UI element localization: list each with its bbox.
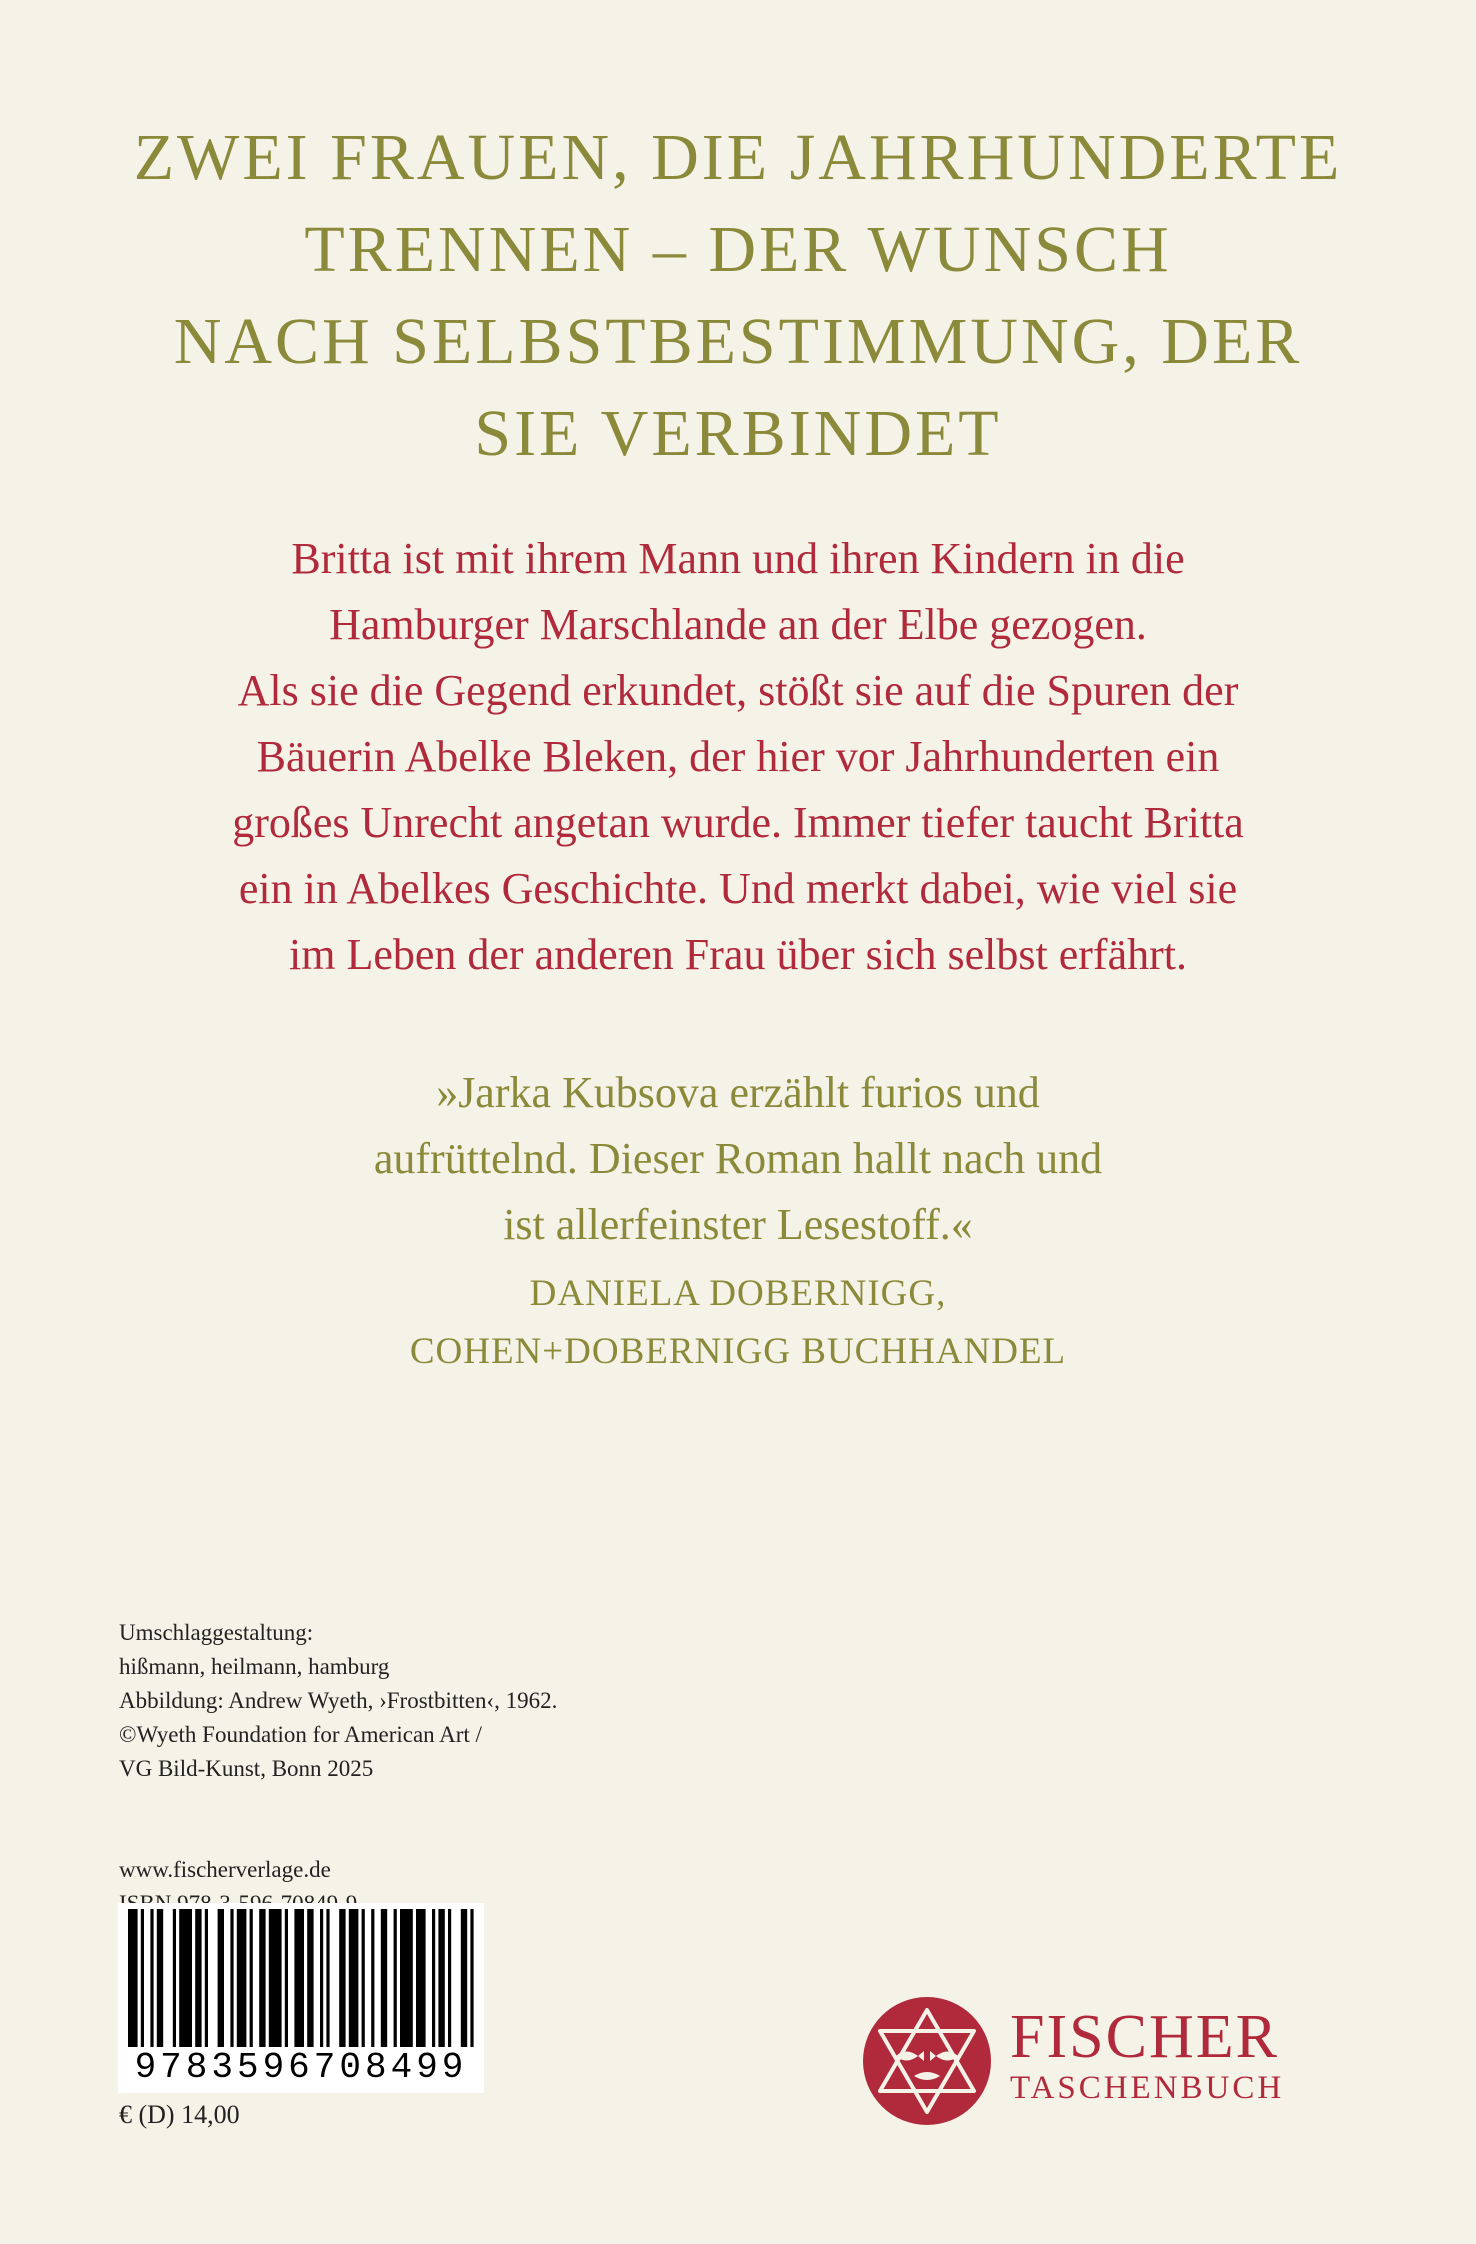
barcode-bar xyxy=(141,1909,144,2047)
barcode-bar xyxy=(157,1909,163,2047)
barcode-bar xyxy=(150,1909,153,2047)
quote-attribution xyxy=(0,1265,1476,1381)
blurb-line: großes Unrecht angetan wurde. Immer tiefer taucht Britta xyxy=(232,798,1244,847)
barcode-bar xyxy=(326,1909,329,2047)
logo-name: FISCHER xyxy=(1010,2003,1279,2071)
quote-line: »Jarka Kubsova erzählt furios und xyxy=(436,1068,1040,1117)
headline-line: SIE VERBINDET xyxy=(474,397,1002,470)
barcode-bar xyxy=(349,1909,359,2047)
barcode-bar xyxy=(362,1909,365,2047)
credits-line: Umschlaggestaltung: xyxy=(119,1620,314,1645)
credits-line: Abbildung: Andrew Wyeth, ›Frostbitten‹, 1962. xyxy=(119,1688,558,1713)
barcode-bar xyxy=(416,1909,426,2047)
barcode-bar xyxy=(285,1909,288,2047)
barcode-bar xyxy=(173,1909,176,2047)
publisher-url: www.fischerverlage.de xyxy=(119,1857,331,1882)
barcode-bar xyxy=(339,1909,345,2047)
headline-line: TRENNEN – DER WUNSCH xyxy=(304,213,1172,286)
barcode-bar xyxy=(394,1909,397,2047)
price: € (D) 14,00 xyxy=(119,2100,240,2129)
credits-line: VG Bild-Kunst, Bonn 2025 xyxy=(119,1756,374,1781)
publisher-logo xyxy=(862,1996,1382,2126)
barcode-bar xyxy=(195,1909,201,2047)
headline-line: ZWEI FRAUEN, DIE JAHRHUNDERTE xyxy=(133,121,1343,194)
barcode-bar xyxy=(371,1909,374,2047)
barcode-bar xyxy=(307,1909,313,2047)
attribution-line: COHEN+DOBERNIGG BUCHHANDEL xyxy=(409,1331,1067,1372)
blurb xyxy=(0,526,1476,988)
barcode-bar xyxy=(320,1909,323,2047)
fischer-fish-icon xyxy=(862,1996,992,2126)
barcode-bar xyxy=(432,1909,435,2047)
barcode-bar xyxy=(400,1909,413,2047)
blurb-line: Bäuerin Abelke Bleken, der hier vor Jahrhunderten ein xyxy=(256,732,1220,781)
barcode-bar xyxy=(230,1909,233,2047)
logo-subtitle: TASCHENBUCH xyxy=(1010,2070,1285,2106)
headline xyxy=(0,112,1476,480)
quote-line: ist allerfeinster Lesestoff.« xyxy=(503,1200,973,1249)
barcode-bar xyxy=(237,1909,247,2047)
barcode-bar xyxy=(205,1909,208,2047)
blurb-line: Als sie die Gegend erkundet, stößt sie auf die Spuren der xyxy=(237,666,1239,715)
blurb-line: ein in Abelkes Geschichte. Und merkt dabei, wie viel sie xyxy=(238,864,1238,913)
credits-line: ©Wyeth Foundation for American Art / xyxy=(119,1722,482,1747)
barcode-bar xyxy=(294,1909,304,2047)
headline-line: NACH SELBSTBESTIMMUNG, DER xyxy=(173,305,1303,378)
barcode-bar xyxy=(128,1909,138,2047)
barcode-bar xyxy=(448,1909,451,2047)
logo-text xyxy=(1010,2004,1284,2106)
review-quote xyxy=(0,1060,1476,1258)
barcode-bars xyxy=(124,1909,478,2047)
barcode-bar xyxy=(381,1909,387,2047)
barcode-bar xyxy=(179,1909,192,2047)
barcode-bar xyxy=(461,1909,467,2047)
barcode-bar xyxy=(218,1909,224,2047)
barcode-bar xyxy=(438,1909,444,2047)
credits-line: hißmann, heilmann, hamburg xyxy=(119,1654,390,1679)
quote-line: aufrüttelnd. Dieser Roman hallt nach und xyxy=(373,1134,1103,1183)
blurb-line: Britta ist mit ihrem Mann und ihren Kindern in die xyxy=(291,534,1185,583)
barcode-bar xyxy=(470,1909,473,2047)
barcode-bar xyxy=(269,1909,282,2047)
barcode-bar xyxy=(259,1909,265,2047)
cover-credits xyxy=(119,1616,557,1786)
attribution-line: DANIELA DOBERNIGG, xyxy=(529,1273,947,1314)
blurb-line: im Leben der anderen Frau über sich selbst erfährt. xyxy=(289,930,1187,979)
blurb-line: Hamburger Marschlande an der Elbe gezogen. xyxy=(329,600,1147,649)
barcode-digits: 9783596708499 xyxy=(134,2047,468,2088)
barcode xyxy=(118,1903,484,2093)
barcode-bar xyxy=(250,1909,253,2047)
